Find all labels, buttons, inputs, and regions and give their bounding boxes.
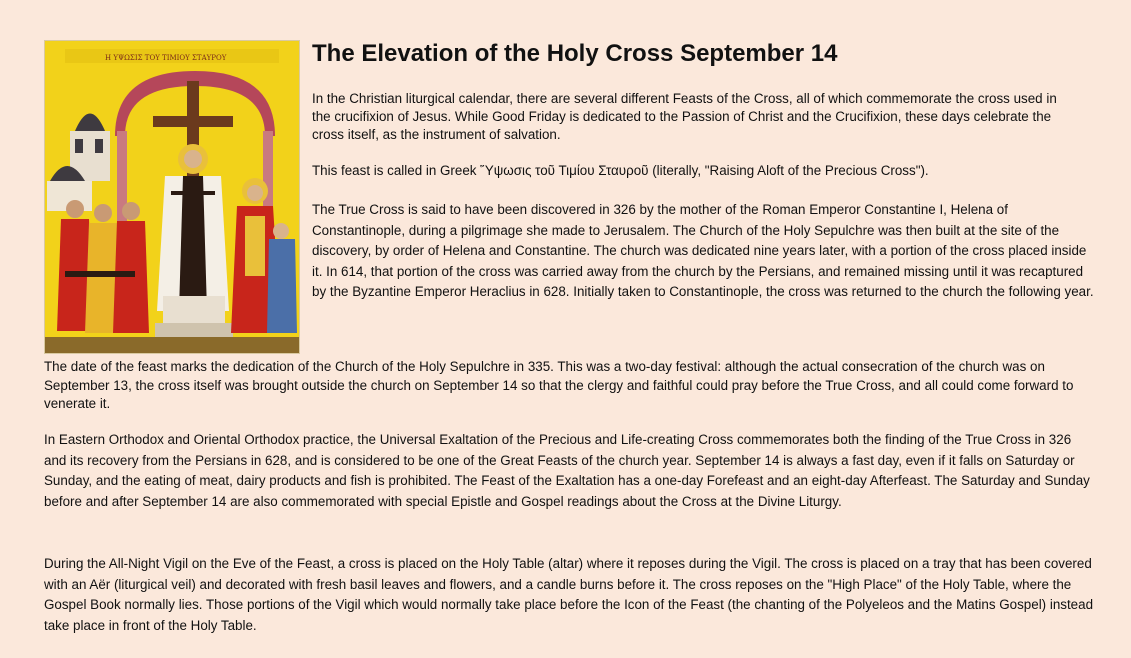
- paragraph-true-cross-history: The True Cross is said to have been discovered in 326 by the mother of the Roman Emperor Constantine I, Helena of Constantinople, during a pilgrimage she made to Jerusalem. The Church of the Holy Sepulchre was then built at the site of the discovery, by order of Helena and Constantine. The church was dedicated nine years later, with a portion of the cross placed inside it. In 614, that portion of the cross was carried away from the church by the Persians, and remained missing until it was recaptured by the Byzantine Emperor Heraclius in 628. Initially taken to Constantinople, the cross was returned to the church the following year.: [312, 202, 1094, 299]
- paragraph-greek-name: This feast is called in Greek Ὕψωσις τοῦ Τιμίου Σταυροῦ (literally, "Raising Aloft of the Precious Cross").: [312, 163, 929, 178]
- paragraph-intro: In the Christian liturgical calendar, there are several different Feasts of the Cross, all of which commemorate the cross used in the crucifixion of Jesus. While Good Friday is dedicated to the Passion of Christ and the Crucifixion, these days celebrate the cross itself, as the instrument of salvation.: [312, 91, 1057, 142]
- paragraph-orthodox-practice: In Eastern Orthodox and Oriental Orthodox practice, the Universal Exaltation of the Precious and Life-creating Cross commemorates both the finding of the True Cross in 326 and its recovery from the Persians in 628, and is considered to be one of the Great Feasts of the church year. September 14 is always a fast day, even if it falls on Saturday or Sunday, and the eating of meat, dairy products and fish is prohibited. The Feast of the Exaltation has a one-day Forefeast and an eight-day Afterfeast. The Saturday and Sunday before and after September 14 are also commemorated with special Epistle and Gospel readings about the Cross at the Divine Liturgy.: [44, 432, 1090, 509]
- paragraph-all-night-vigil: During the All-Night Vigil on the Eve of the Feast, a cross is placed on the Holy Table (altar) where it reposes during the Vigil. The cross is placed on a tray that has been covered with an Aër (liturgical veil) and decorated with fresh basil leaves and flowers, and a candle burns before it. The cross reposes on the "High Place" of the Holy Table, where the Gospel Book normally lies. Those portions of the Vigil which would normally take place before the Icon of the Feast (the chanting of the Polyeleos and the Matins Gospel) instead take place in front of the Holy Table.: [44, 556, 1094, 633]
- paragraph-feast-date: The date of the feast marks the dedication of the Church of the Holy Sepulchre in 335. This was a two-day festival: although the actual consecration of the church was on September 13, the cross itself was brought outside the church on September 14 so that the clergy and faithful could pray before the True Cross, and all could come forward to venerate it.: [44, 359, 1074, 411]
- icon-painting-image: [44, 40, 300, 354]
- elevation-of-cross-icon: [45, 41, 299, 353]
- page-title: The Elevation of the Holy Cross September 14: [312, 40, 838, 67]
- svg-text:Η ΥΨΩΣΙΣ ΤΟΥ ΤΙΜΙΟΥ ΣΤΑΥΡΟΥ: Η ΥΨΩΣΙΣ ΤΟΥ ΤΙΜΙΟΥ ΣΤΑΥΡΟΥ: [105, 54, 227, 62]
